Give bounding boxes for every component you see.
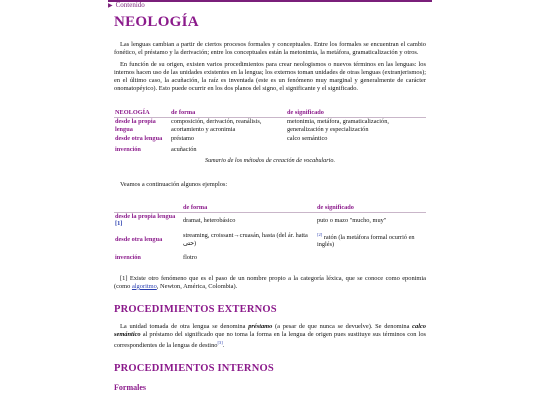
term-calco-semantico: calco semántico <box>114 322 426 338</box>
table-cell: dramat, heterobásico <box>183 216 236 224</box>
table-row <box>114 252 426 263</box>
footnote-ref[interactable]: [1] <box>115 220 123 228</box>
neologism-summary-table <box>114 109 426 155</box>
section-title-internal: PROCEDIMIENTOS INTERNOS <box>114 362 274 374</box>
table-cell: composición, derivación, reanálisis, acortamiento y acronimia <box>171 118 262 133</box>
text-run: . <box>222 341 225 349</box>
footnote-ref[interactable]: [3] <box>217 339 223 345</box>
table-header-cell: de forma <box>183 204 208 212</box>
row-label: desde la propia lengua <box>115 212 176 220</box>
table-header-row <box>114 109 426 117</box>
examples-intro: Veamos a continuación algunos ejemplos: <box>120 181 228 189</box>
row-header: invención <box>115 253 141 261</box>
table-row <box>114 118 426 134</box>
table-header-cell: de forma <box>171 109 196 117</box>
table-cell: metonimia, metáfora, gramaticalización, generalización y especialización <box>287 118 389 133</box>
row-header: desde la propia lengua <box>115 118 156 133</box>
table-cell: calco semántico <box>287 134 328 142</box>
text-run: (a pesar de que nunca se devuelve). Se denomina <box>272 322 413 330</box>
row-header: invención <box>115 145 141 153</box>
contents-link[interactable] <box>108 1 145 9</box>
intro-paragraph-1: Las lenguas cambian a partir de ciertos procesos formales y conceptuales. Entre los formales se encuentran el cambio fonético, el préstamo y la derivación; entre los conceptuales están la metonimia, la metáfora, gramaticalización y otros. <box>114 41 426 56</box>
table-cell: streaming, croissant→cruasán, hasta (del ár. hatta حتى) <box>183 232 308 247</box>
footnote-ref[interactable]: [2] <box>317 231 323 237</box>
external-paragraph <box>114 323 426 350</box>
section-title-external: PROCEDIMIENTOS EXTERNOS <box>114 303 277 315</box>
table-header-row <box>114 204 426 212</box>
table-header-cell: de significado <box>287 109 324 117</box>
table-cell: préstamo <box>171 134 195 142</box>
row-header: desde otra lengua <box>115 236 163 244</box>
top-accent-bar <box>108 0 432 2</box>
footnote-text: [1] Existe otro fenómeno que es el paso de un nombre propio a la categoría léxica, que se conoce como eponimia (como <box>114 274 426 290</box>
footnote <box>114 275 426 291</box>
table-header-cell <box>114 204 182 212</box>
algoritmo-link[interactable]: algoritmo <box>131 282 157 290</box>
table-cell: acuñación <box>171 145 197 153</box>
row-header <box>114 212 182 228</box>
table-header-cell: de significado <box>317 204 354 212</box>
table-cell: puto o mazo "mucho, muy" <box>317 216 387 224</box>
examples-table <box>114 204 426 263</box>
term-prestamo: préstamo <box>248 322 273 330</box>
text-run: al préstamo del significado que no toma la forma en la lengua de origen pues sustituye sus términos con los correspondientes de la lengua de destino <box>114 330 426 349</box>
page-title: NEOLOGÍA <box>114 14 199 30</box>
table-cell <box>286 144 426 155</box>
table-row <box>114 144 426 155</box>
table-row <box>114 228 426 252</box>
triangle-right-icon: ▶ <box>108 3 113 9</box>
subsection-title-formales: Formales <box>114 382 146 392</box>
cell-text: ratón (la metáfora formal ocurrió en inglés) <box>317 233 415 249</box>
table-row <box>114 212 426 228</box>
table-row <box>114 133 426 144</box>
contents-link-label: Contenido <box>115 1 145 9</box>
table-cell <box>316 228 426 252</box>
table-caption: Sumario de los métodos de creación de vocabulario. <box>204 157 336 165</box>
article-body <box>114 14 426 392</box>
table-cell <box>316 252 426 263</box>
footnote-text: , Newton, América, Colombia). <box>156 282 238 290</box>
row-header: desde otra lengua <box>115 134 163 142</box>
intro-paragraph-2: En función de su origen, existen varios procedimientos para crear neologismos o nuevos términos en las lenguas: los internos hacen uso de las unidades existentes en la lengua; los externos toman unidades de otras lenguas (extranjerismos); en el último caso, la acuñación, la raíz es inventada (este es un fenómeno muy marginal y generalmente de carácter onomatopéyico). Esto puede ocurrir en los dos planos del signo, el significante y el significado. <box>114 60 426 92</box>
text-run: La unidad tomada de otra lengua se denomina <box>120 322 249 330</box>
table-header-cell: NEOLOGÍA <box>115 109 150 117</box>
table-cell: flotro <box>183 253 197 261</box>
